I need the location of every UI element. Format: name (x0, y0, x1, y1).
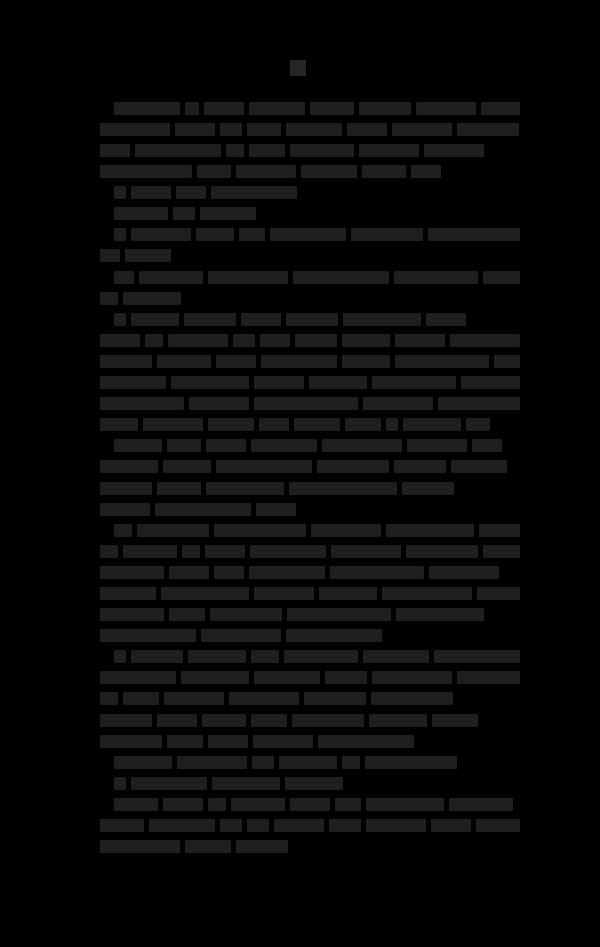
illegible-word (251, 714, 287, 727)
illegible-word (318, 735, 414, 748)
illegible-word (342, 334, 390, 347)
illegible-word (100, 144, 130, 157)
illegible-word (290, 144, 354, 157)
illegible-word (382, 587, 472, 600)
illegible-word (342, 355, 390, 368)
illegible-word (286, 313, 338, 326)
illegible-word (163, 460, 211, 473)
text-line (100, 371, 520, 392)
illegible-word (204, 102, 244, 115)
text-line (100, 181, 520, 202)
illegible-word (259, 418, 289, 431)
illegible-word (100, 376, 166, 389)
illegible-word (157, 355, 211, 368)
illegible-word (114, 186, 126, 199)
illegible-word (254, 376, 304, 389)
illegible-word (395, 334, 445, 347)
illegible-word (205, 545, 245, 558)
illegible-word (143, 418, 203, 431)
illegible-word (114, 756, 172, 769)
illegible-word (256, 503, 296, 516)
illegible-word (426, 313, 466, 326)
illegible-word (100, 714, 152, 727)
illegible-word (100, 503, 150, 516)
illegible-word (359, 144, 419, 157)
illegible-word (411, 165, 441, 178)
illegible-word (285, 777, 343, 790)
illegible-word (286, 123, 342, 136)
illegible-word (241, 313, 281, 326)
illegible-word (114, 313, 126, 326)
illegible-word (284, 650, 358, 663)
text-line (100, 519, 520, 540)
illegible-word (252, 756, 274, 769)
illegible-word (476, 819, 520, 832)
illegible-word (100, 671, 176, 684)
illegible-word (220, 123, 242, 136)
illegible-word (100, 123, 170, 136)
illegible-word (457, 671, 520, 684)
illegible-word (114, 650, 126, 663)
illegible-word (208, 735, 248, 748)
illegible-word (431, 819, 471, 832)
illegible-word (131, 313, 179, 326)
illegible-word (461, 376, 520, 389)
illegible-word (100, 460, 158, 473)
text-body (100, 97, 520, 856)
text-line (100, 688, 520, 709)
illegible-word (167, 735, 203, 748)
illegible-word (100, 566, 164, 579)
text-line (100, 477, 520, 498)
illegible-word (114, 524, 132, 537)
illegible-word (125, 249, 171, 262)
illegible-word (114, 102, 180, 115)
illegible-word (100, 165, 192, 178)
illegible-word (139, 271, 203, 284)
illegible-word (189, 397, 249, 410)
illegible-word (251, 650, 279, 663)
illegible-word (100, 840, 180, 853)
illegible-word (295, 334, 337, 347)
illegible-word (247, 123, 281, 136)
illegible-word (114, 777, 126, 790)
illegible-word (451, 460, 507, 473)
illegible-word (214, 524, 306, 537)
illegible-word (424, 144, 484, 157)
text-line (100, 245, 520, 266)
illegible-word (100, 418, 138, 431)
illegible-word (403, 418, 461, 431)
illegible-word (206, 439, 246, 452)
text-line (100, 603, 520, 624)
illegible-word (394, 271, 478, 284)
illegible-word (100, 819, 144, 832)
illegible-word (216, 355, 256, 368)
illegible-word (386, 418, 398, 431)
illegible-word (407, 439, 467, 452)
illegible-word (210, 608, 282, 621)
illegible-word (167, 439, 201, 452)
illegible-word (254, 397, 358, 410)
illegible-word (287, 608, 391, 621)
text-line (100, 456, 520, 477)
illegible-word (135, 144, 221, 157)
text-line (100, 160, 520, 181)
illegible-word (155, 503, 251, 516)
illegible-word (449, 798, 513, 811)
text-line (100, 814, 520, 835)
illegible-word (270, 228, 346, 241)
illegible-word (196, 228, 234, 241)
illegible-word (188, 650, 246, 663)
text-line (100, 582, 520, 603)
illegible-word (301, 165, 357, 178)
illegible-word (233, 334, 255, 347)
illegible-word (483, 271, 520, 284)
illegible-word (279, 756, 337, 769)
illegible-word (231, 798, 285, 811)
illegible-word (200, 207, 256, 220)
text-line (100, 772, 520, 793)
illegible-word (226, 144, 244, 157)
illegible-word (434, 650, 520, 663)
text-line (100, 202, 520, 223)
illegible-word (311, 524, 381, 537)
illegible-word (185, 840, 231, 853)
illegible-word (100, 292, 118, 305)
illegible-word (304, 692, 366, 705)
illegible-word (247, 819, 269, 832)
illegible-word (466, 418, 490, 431)
illegible-word (342, 756, 360, 769)
text-line (100, 224, 520, 245)
illegible-word (254, 671, 320, 684)
illegible-word (477, 587, 520, 600)
illegible-word (157, 482, 201, 495)
text-line (100, 730, 520, 751)
illegible-word (100, 334, 140, 347)
illegible-word (309, 376, 367, 389)
illegible-word (175, 123, 215, 136)
illegible-word (157, 714, 197, 727)
illegible-word (114, 271, 134, 284)
illegible-word (161, 587, 249, 600)
illegible-word (185, 102, 199, 115)
illegible-word (395, 355, 489, 368)
text-line (100, 435, 520, 456)
text-line (100, 118, 520, 139)
text-line (100, 139, 520, 160)
text-line (100, 97, 520, 118)
illegible-word (208, 798, 226, 811)
illegible-word (182, 545, 200, 558)
illegible-word (331, 545, 401, 558)
text-line (100, 392, 520, 413)
illegible-word (343, 313, 421, 326)
illegible-word (254, 587, 314, 600)
text-line (100, 751, 520, 772)
illegible-word (366, 819, 426, 832)
illegible-word (289, 482, 397, 495)
illegible-word (100, 587, 156, 600)
illegible-word (294, 418, 340, 431)
illegible-word (363, 397, 433, 410)
illegible-word (131, 650, 183, 663)
illegible-word (494, 355, 520, 368)
illegible-word (181, 671, 249, 684)
illegible-word (347, 123, 387, 136)
illegible-word (123, 292, 181, 305)
page-number (0, 57, 600, 77)
illegible-word (402, 482, 454, 495)
illegible-word (145, 334, 163, 347)
illegible-word (371, 692, 453, 705)
illegible-word (457, 123, 519, 136)
illegible-word (173, 207, 195, 220)
illegible-word (286, 629, 382, 642)
illegible-word (438, 397, 520, 410)
illegible-word (330, 566, 424, 579)
illegible-word (177, 756, 247, 769)
illegible-word (450, 334, 520, 347)
illegible-word (197, 165, 231, 178)
illegible-word (123, 692, 159, 705)
illegible-word (100, 692, 118, 705)
illegible-word (394, 460, 446, 473)
illegible-word (163, 798, 203, 811)
illegible-word (100, 545, 118, 558)
illegible-word (206, 482, 284, 495)
illegible-word (479, 524, 520, 537)
illegible-word (137, 524, 209, 537)
illegible-word (392, 123, 452, 136)
illegible-word (114, 228, 126, 241)
illegible-word (201, 629, 281, 642)
illegible-word (249, 102, 305, 115)
illegible-word (261, 355, 337, 368)
illegible-word (176, 186, 206, 199)
illegible-word (317, 460, 389, 473)
illegible-word (229, 692, 299, 705)
illegible-word (211, 186, 297, 199)
illegible-word (351, 228, 423, 241)
illegible-word (208, 418, 254, 431)
illegible-word (100, 608, 164, 621)
illegible-word (322, 439, 402, 452)
illegible-word (214, 566, 244, 579)
illegible-word (220, 819, 242, 832)
illegible-word (432, 714, 478, 727)
illegible-word (325, 671, 367, 684)
illegible-word (290, 798, 330, 811)
illegible-word (292, 714, 364, 727)
illegible-word (184, 313, 236, 326)
illegible-word (236, 840, 288, 853)
illegible-word (372, 671, 452, 684)
text-line (100, 350, 520, 371)
illegible-word (366, 798, 444, 811)
text-line (100, 413, 520, 434)
illegible-word (359, 102, 411, 115)
illegible-word (100, 735, 162, 748)
text-line (100, 498, 520, 519)
illegible-word (365, 756, 457, 769)
text-line (100, 624, 520, 645)
text-line (100, 793, 520, 814)
illegible-word (274, 819, 324, 832)
illegible-word (293, 271, 389, 284)
illegible-word (406, 545, 478, 558)
illegible-word (396, 608, 484, 621)
illegible-word (428, 228, 520, 241)
illegible-word (171, 376, 249, 389)
illegible-word (236, 165, 296, 178)
illegible-word (429, 566, 499, 579)
illegible-word (310, 102, 354, 115)
illegible-word (335, 798, 361, 811)
illegible-word (481, 102, 520, 115)
illegible-word (149, 819, 215, 832)
illegible-word (169, 566, 209, 579)
text-line (100, 709, 520, 730)
illegible-word (100, 355, 152, 368)
text-line (100, 667, 520, 688)
illegible-word (319, 587, 377, 600)
illegible-word (386, 524, 474, 537)
text-line (100, 645, 520, 666)
illegible-word (114, 439, 162, 452)
illegible-word (100, 629, 196, 642)
illegible-word (251, 439, 317, 452)
text-line (100, 835, 520, 856)
illegible-word (260, 334, 290, 347)
illegible-word (131, 228, 191, 241)
illegible-word (253, 735, 313, 748)
illegible-word (123, 545, 177, 558)
illegible-word (168, 334, 228, 347)
text-line (100, 329, 520, 350)
illegible-word (250, 545, 326, 558)
text-line (100, 540, 520, 561)
illegible-word (372, 376, 456, 389)
illegible-word (483, 545, 520, 558)
illegible-word (329, 819, 361, 832)
illegible-word (216, 460, 312, 473)
illegible-word (202, 714, 246, 727)
illegible-word (239, 228, 265, 241)
illegible-word (131, 186, 171, 199)
illegible-word (249, 144, 285, 157)
illegible-word (100, 397, 184, 410)
illegible-word (114, 798, 158, 811)
illegible-word (345, 418, 381, 431)
text-line (100, 287, 520, 308)
text-line (100, 308, 520, 329)
illegible-word (169, 608, 205, 621)
illegible-word (369, 714, 427, 727)
illegible-word (362, 165, 406, 178)
illegible-word (212, 777, 280, 790)
illegible-word (100, 482, 152, 495)
text-line (100, 266, 520, 287)
illegible-word (208, 271, 288, 284)
illegible-word (114, 207, 168, 220)
text-line (100, 561, 520, 582)
illegible-word (416, 102, 476, 115)
illegible-word (131, 777, 207, 790)
illegible-word (472, 439, 502, 452)
illegible-word (164, 692, 224, 705)
illegible-word (363, 650, 429, 663)
illegible-word (100, 249, 120, 262)
illegible-word (249, 566, 325, 579)
